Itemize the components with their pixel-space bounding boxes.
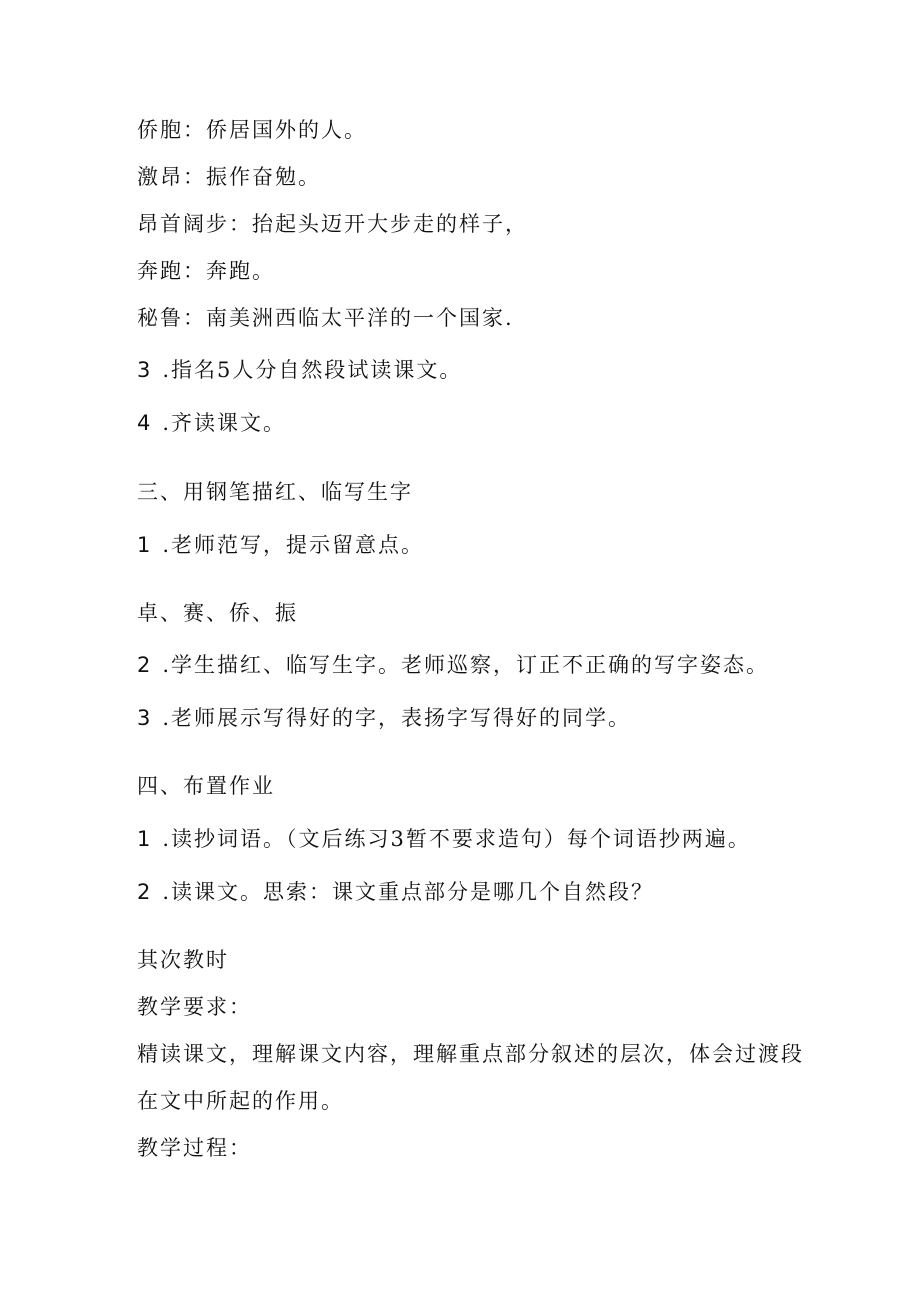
teaching-requirements-label: 教学要求： (137, 995, 252, 1019)
second-lesson-title: 其次教时 (137, 948, 229, 972)
vocab-angshou: 昂首阔步：抬起头迈开大步走的样子， (137, 212, 528, 236)
step-4-text: .齐读课文。 (162, 411, 287, 435)
section-three-item-1-num: 1 (137, 533, 153, 557)
section-four-item-1-num: 1 (137, 827, 153, 851)
section-three-item-1-text: .老师范写，提示留意点。 (162, 533, 425, 557)
section-three-heading: 三、用钢笔描红、临写生字 (137, 480, 413, 504)
section-four-heading: 四、布置作业 (137, 774, 275, 798)
teaching-requirements-line-1: 精读课文，理解课文内容，理解重点部分叙述的层次，体会过渡段 (137, 1042, 804, 1066)
section-three-chars: 卓、赛、侨、振 (137, 601, 298, 625)
section-three-item-3 (137, 704, 631, 732)
vocab-jiang: 激昂：振作奋勉。 (137, 165, 321, 189)
section-four-item-2 (137, 878, 654, 906)
section-three-item-3-num: 3 (137, 706, 153, 730)
step-3 (137, 356, 462, 384)
step-4 (137, 409, 286, 437)
section-four-item-1-text: .读抄词语。（文后练习3暂不要求造句）每个词语抄两遍。 (162, 827, 751, 851)
section-three-item-2 (137, 651, 769, 679)
step-3-num: 3 (137, 358, 153, 382)
section-four-item-1 (137, 825, 751, 853)
vocab-qiaobao: 侨胞：侨居国外的人。 (137, 118, 367, 142)
section-four-item-2-num: 2 (137, 880, 153, 904)
section-four-item-2-text: .读课文。思索：课文重点部分是哪几个自然段？ (162, 880, 655, 904)
vocab-benpao: 奔跑：奔跑。 (137, 259, 275, 283)
teaching-requirements-line-2: 在文中所起的作用。 (137, 1089, 344, 1113)
section-three-item-3-text: .老师展示写得好的字，表扬字写得好的同学。 (162, 706, 632, 730)
teaching-process-label: 教学过程： (137, 1136, 252, 1160)
section-three-item-1 (137, 531, 424, 559)
vocab-bilu: 秘鲁：南美洲西临太平洋的一个国家. (137, 306, 514, 330)
section-three-item-2-num: 2 (137, 653, 153, 677)
section-three-item-2-text: .学生描红、临写生字。老师巡察，订正不正确的写字姿态。 (162, 653, 770, 677)
step-4-num: 4 (137, 411, 153, 435)
step-3-text: .指名5人分自然段试读课文。 (162, 358, 463, 382)
